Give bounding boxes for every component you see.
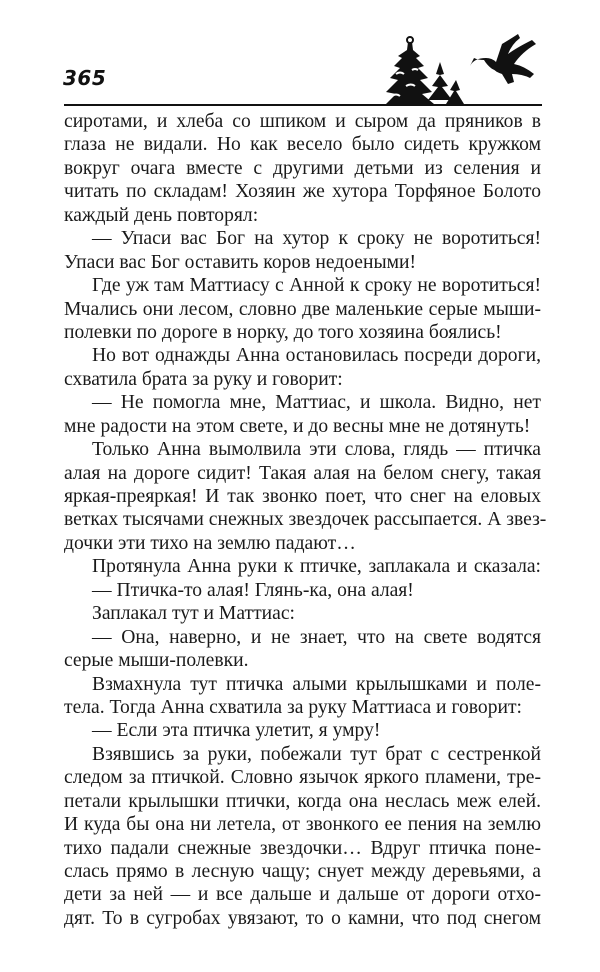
text-line: И куда бы она ни летела, от звонкого ее пения на землю xyxy=(64,814,541,836)
text-line: тихо падали снежные звездочки… Вдруг птичка поне- xyxy=(64,837,541,859)
fir-trees-and-flying-bird-icon xyxy=(378,30,548,106)
text-line: Мчались они лесом, словно две маленькие серые мыши- xyxy=(64,298,541,320)
body-text xyxy=(64,110,547,930)
text-line: мне радости на этом свете, и до весны мне не дотянуть! xyxy=(64,415,531,437)
text-line: читать по складам! Хозяин же хутора Торфяное Болото xyxy=(64,181,541,203)
text-line: каждый день повторял: xyxy=(64,204,259,226)
text-line: Протянула Анна руки к птичке, заплакала и сказала: xyxy=(92,556,541,578)
text-line: яркая-преяркая! И так звонко поет, что снег на еловых xyxy=(64,486,541,507)
text-line: алая на дороге сидит! Такая алая на белом снегу, такая xyxy=(64,462,541,484)
header-rule xyxy=(64,104,542,106)
text-line: Но вот однажды Анна остановилась посреди дороги, xyxy=(92,345,541,367)
text-line: — Птичка-то алая! Глянь-ка, она алая! xyxy=(92,579,414,601)
text-line: Заплакал тут и Маттиас: xyxy=(92,603,295,625)
text-line: — Она, наверно, и не знает, что на свете водятся xyxy=(92,626,541,648)
text-line: Упаси вас Бог оставить коров недоеными! xyxy=(64,251,417,273)
text-line: тела. Тогда Анна схватила за руку Маттиаса и говорит: xyxy=(64,696,522,718)
text-line: вокруг очага вместе с другими детьми из селения и xyxy=(64,157,541,179)
text-line: Где уж там Маттиасу с Анной к сроку не воротиться! xyxy=(92,275,541,297)
text-line: — Упаси вас Бог на хутор к сроку не воротиться! xyxy=(92,228,541,250)
text-line: — Не помогла мне, Маттиас, и школа. Видно, нет xyxy=(92,392,541,414)
text-line: глаза не видали. Но как весело было сидеть кружком xyxy=(64,134,541,156)
text-line: дети за ней — и все дальше и дальше от дороги отхо- xyxy=(64,884,541,906)
text-line: слась прямо в лесную чащу; снует между деревьями, а xyxy=(64,861,541,882)
text-line: дят. То в сугробах увязают, то о камни, что под снегом xyxy=(64,907,541,929)
text-line: ветках тысячами снежных звездочек рассыпается. А звез- xyxy=(64,509,547,531)
text-line: полевки по дороге в норку, до того хозяина боялись! xyxy=(64,321,502,343)
text-line: — Если эта птичка улетит, я умру! xyxy=(92,720,381,742)
text-line: петали крылышки птички, когда она неслась меж елей. xyxy=(64,790,541,812)
text-line: следом за птичкой. Словно язычок яркого пламени, тре- xyxy=(64,767,541,789)
text-line: серые мыши-полевки. xyxy=(64,650,249,672)
text-line: схватила брата за руку и говорит: xyxy=(64,368,343,390)
text-line: Взявшись за руки, побежали тут брат с сестренкой xyxy=(92,743,541,765)
text-line: сиротами, и хлеба со шпиком и сыром да пряников в xyxy=(64,111,541,132)
text-line: Только Анна вымолвила эти слова, глядь — птичка xyxy=(92,439,541,461)
page-number: 365 xyxy=(63,66,107,90)
text-line: дочки эти тихо на землю падают… xyxy=(64,532,356,554)
text-line: Взмахнула тут птичка алыми крылышками и поле- xyxy=(92,673,541,695)
